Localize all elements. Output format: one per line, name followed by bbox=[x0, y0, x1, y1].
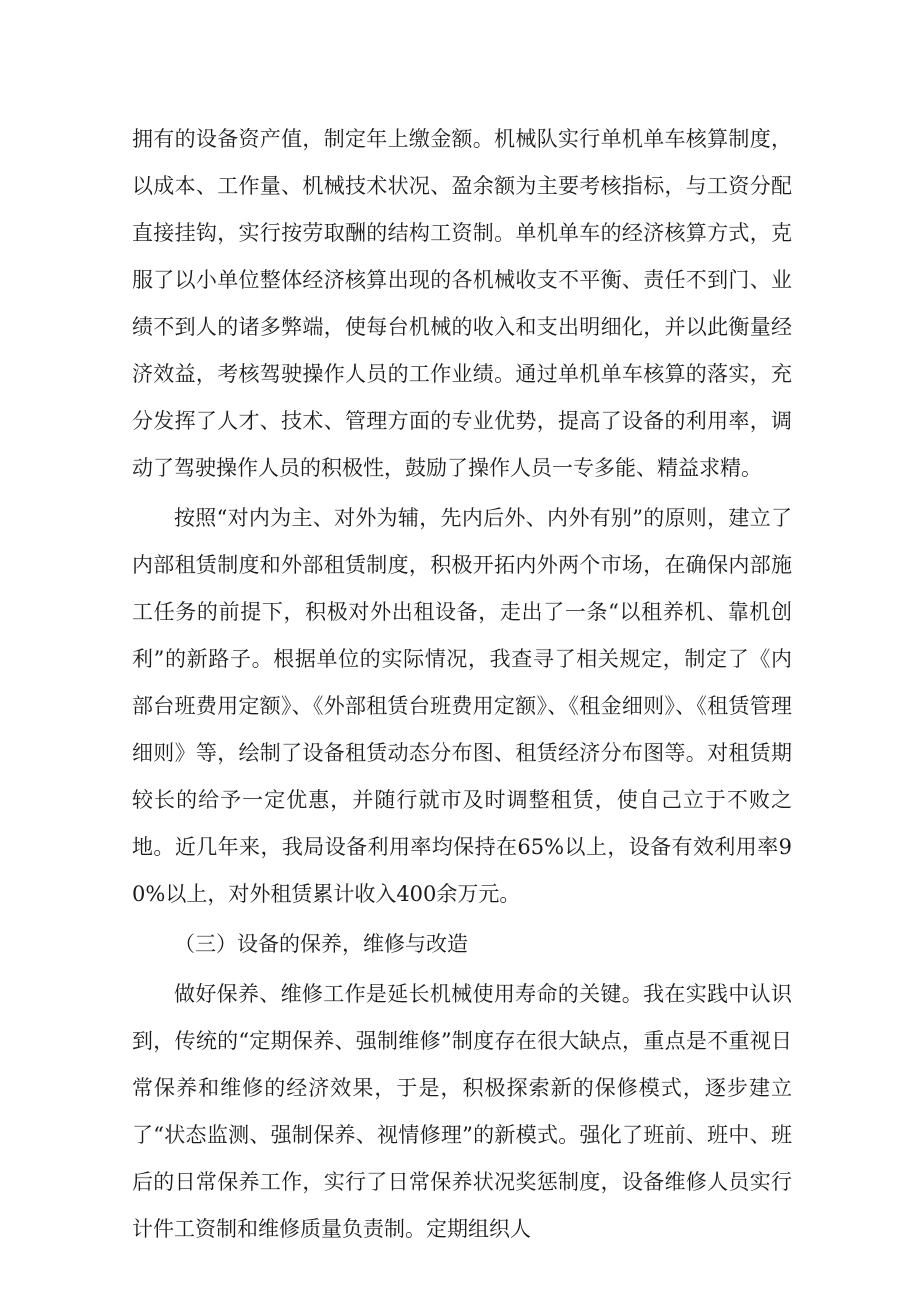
paragraph-maintenance-mode: 做好保养、维修工作是延长机械使用寿命的关键。我在实践中认识到，传统的“定期保养、强制维修”制度存在很大缺点，重点是不重视日常保养和维修的经济效果，于是，积极探索新的保修模式，逐步建立了“状态监测、强制保养、视情修理”的新模式。强化了班前、班中、班后的日常保养工作，实行了日常保养状况奖惩制度，设备维修人员实行计件工资制和维修质量负责制。定期组织人 bbox=[132, 982, 792, 1241]
document-body bbox=[132, 116, 792, 1253]
section-heading-maintenance: （三）设备的保养，维修与改造 bbox=[174, 932, 468, 956]
paragraph-equipment-accounting: 拥有的设备资产值，制定年上缴金额。机械队实行单机单车核算制度，以成本、工作量、机械技术状况、盈余额为主要考核指标，与工资分配直接挂钩，实行按劳取酬的结构工资制。单机单车的经济核算方式，克服了以小单位整体经济核算出现的各机械收支不平衡、责任不到门、业绩不到人的诸多弊端，使每台机械的收入和支出明细化，并以此衡量经济效益，考核驾驶操作人员的工作业绩。通过单机单车核算的落实，充分发挥了人才、技术、管理方面的专业优势，提高了设备的利用率，调动了驾驶操作人员的积极性，鼓励了操作人员一专多能、精益求精。 bbox=[132, 127, 792, 480]
paragraph-leasing-system: 按照“对内为主、对外为辅，先内后外、内外有别”的原则，建立了内部租赁制度和外部租赁制度，积极开拓内外两个市场，在确保内部施工任务的前提下，积极对外出租设备，走出了一条“以租养机、靠机创利”的新路子。根据单位的实际情况，我查寻了相关规定，制定了《内部台班费用定额》、《外部租赁台班费用定额》、《租金细则》、《租赁管理细则》等，绘制了设备租赁动态分布图、租赁经济分布图等。对租赁期较长的给予一定优惠，并随行就市及时调整租赁，使自己立于不败之地。近几年来，我局设备利用率均保持在65%以上，设备有效利用率90%以上，对外租赁累计收入400余万元。 bbox=[132, 506, 792, 906]
